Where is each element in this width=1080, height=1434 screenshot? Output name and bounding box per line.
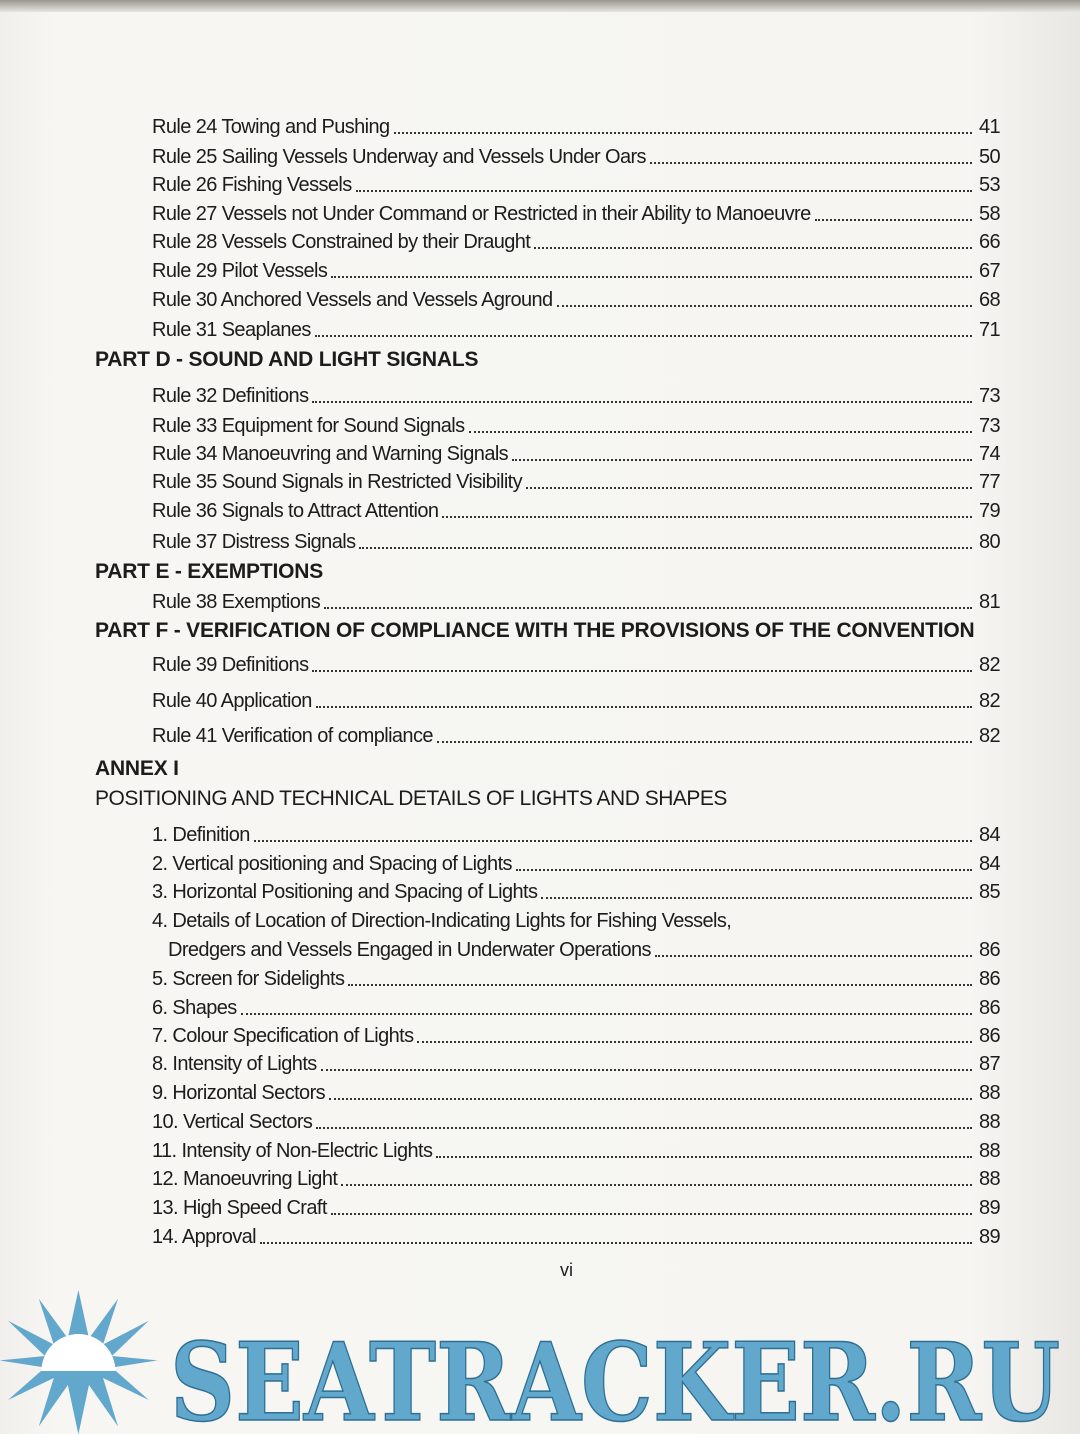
toc-entry xyxy=(152,286,1000,312)
section-heading-part-e: PART E - EXEMPTIONS xyxy=(95,560,323,583)
entry-title: 7. Colour Specification of Lights xyxy=(152,1025,414,1047)
toc-entry xyxy=(152,850,1000,876)
dot-leader xyxy=(260,1242,972,1244)
dot-leader xyxy=(356,190,972,192)
toc-entry xyxy=(152,528,1000,554)
entry-page: 79 xyxy=(978,500,1000,522)
toc-entry xyxy=(152,1137,1000,1163)
annex-subheading: POSITIONING AND TECHNICAL DETAILS OF LIGHTS AND SHAPES xyxy=(95,787,727,810)
toc-entry xyxy=(152,722,1000,748)
dot-leader xyxy=(312,670,972,672)
entry-title: 10. Vertical Sectors xyxy=(152,1111,313,1133)
entry-title: Rule 40 Application xyxy=(152,690,312,712)
dot-leader xyxy=(321,1069,972,1071)
toc-entry xyxy=(152,382,1000,408)
toc-entry xyxy=(152,316,1000,342)
dot-leader xyxy=(436,1156,972,1158)
toc-entry xyxy=(152,821,1000,847)
entry-page: 67 xyxy=(978,260,1000,282)
toc-entry xyxy=(152,200,1000,226)
entry-page: 85 xyxy=(978,881,1000,903)
entry-title: 13. High Speed Craft xyxy=(152,1197,327,1219)
entry-title: 2. Vertical positioning and Spacing of Lights xyxy=(152,853,512,875)
toc-entry xyxy=(152,1194,1000,1220)
entry-title: Rule 31 Seaplanes xyxy=(152,319,311,341)
dot-leader xyxy=(437,741,972,743)
dot-leader xyxy=(348,984,972,986)
entry-title: Rule 24 Towing and Pushing xyxy=(152,116,390,138)
entry-title: Rule 32 Definitions xyxy=(152,385,309,407)
dot-leader xyxy=(417,1041,972,1043)
dot-leader xyxy=(331,1213,972,1215)
entry-title: Dredgers and Vessels Engaged in Underwater Operations xyxy=(168,939,651,961)
entry-title: Rule 29 Pilot Vessels xyxy=(152,260,328,282)
dot-leader xyxy=(516,869,972,871)
toc-entry xyxy=(152,440,1000,466)
dot-leader xyxy=(541,897,972,899)
entry-page: 82 xyxy=(978,725,1000,747)
entry-page: 58 xyxy=(978,203,1000,225)
entry-page: 68 xyxy=(978,289,1000,311)
dot-leader xyxy=(254,840,972,842)
dot-leader xyxy=(526,487,972,489)
entry-page: 66 xyxy=(978,231,1000,253)
dot-leader xyxy=(341,1184,972,1186)
entry-page: 88 xyxy=(978,1082,1000,1104)
entry-page: 87 xyxy=(978,1053,1000,1075)
entry-title: 8. Intensity of Lights xyxy=(152,1053,317,1075)
toc-entry xyxy=(152,1079,1000,1105)
entry-title: Rule 26 Fishing Vessels xyxy=(152,174,352,196)
page-number: vi xyxy=(560,1260,573,1280)
entry-title: 12. Manoeuvring Light xyxy=(152,1168,338,1190)
entry-page: 88 xyxy=(978,1111,1000,1133)
toc-entry xyxy=(152,113,1000,139)
dot-leader xyxy=(394,132,972,134)
dot-leader xyxy=(329,1098,972,1100)
entry-title: Rule 35 Sound Signals in Restricted Visibility xyxy=(152,471,523,493)
entry-title: 4. Details of Location of Direction-Indicating Lights for Fishing Vessels, xyxy=(152,910,732,932)
toc-entry xyxy=(152,1050,1000,1076)
entry-page: 41 xyxy=(978,116,1000,138)
toc-entry xyxy=(152,878,1000,904)
toc-entry xyxy=(152,965,1000,991)
dot-leader xyxy=(512,459,972,461)
dot-leader xyxy=(312,401,972,403)
entry-title: Rule 30 Anchored Vessels and Vessels Aground xyxy=(152,289,553,311)
entry-title: 1. Definition xyxy=(152,824,250,846)
entry-title: Rule 27 Vessels not Under Command or Restricted in their Ability to Manoeuvre xyxy=(152,203,811,225)
entry-page: 73 xyxy=(978,385,1000,407)
entry-title: Rule 33 Equipment for Sound Signals xyxy=(152,415,465,437)
entry-page: 80 xyxy=(978,531,1000,553)
entry-title: 6. Shapes xyxy=(152,997,237,1019)
toc-entry xyxy=(152,994,1000,1020)
entry-page: 73 xyxy=(978,415,1000,437)
entry-title: 3. Horizontal Positioning and Spacing of Lights xyxy=(152,881,538,903)
dot-leader xyxy=(316,706,972,708)
entry-page: 86 xyxy=(978,939,1000,961)
toc-entry xyxy=(152,1223,1000,1249)
entry-title: Rule 39 Definitions xyxy=(152,654,309,676)
entry-page: 53 xyxy=(978,174,1000,196)
watermark-text: SEATRACKER.RU xyxy=(170,1320,1060,1434)
toc-entry xyxy=(152,412,1000,438)
entry-page: 50 xyxy=(978,146,1000,168)
sun-icon xyxy=(0,1290,158,1434)
entry-title: Rule 36 Signals to Attract Attention xyxy=(152,500,439,522)
dot-leader xyxy=(316,1127,972,1129)
entry-title: 9. Horizontal Sectors xyxy=(152,1082,326,1104)
dot-leader xyxy=(331,276,972,278)
dot-leader xyxy=(815,219,972,221)
entry-page: 89 xyxy=(978,1226,1000,1248)
dot-leader xyxy=(442,516,972,518)
toc-entry xyxy=(152,228,1000,254)
toc-entry xyxy=(152,1165,1000,1191)
dot-leader xyxy=(241,1013,972,1015)
entry-title: Rule 25 Sailing Vessels Underway and Vessels Under Oars xyxy=(152,146,646,168)
toc-entry xyxy=(152,497,1000,523)
dot-leader xyxy=(650,162,972,164)
toc-entry xyxy=(152,143,1000,169)
entry-page: 81 xyxy=(978,591,1000,613)
entry-title: 14. Approval xyxy=(152,1226,256,1248)
entry-page: 82 xyxy=(978,690,1000,712)
section-heading-part-d: PART D - SOUND AND LIGHT SIGNALS xyxy=(95,348,479,371)
dot-leader xyxy=(359,547,972,549)
toc-entry xyxy=(152,907,1000,933)
entry-title: Rule 41 Verification of compliance xyxy=(152,725,433,747)
entry-title: Rule 34 Manoeuvring and Warning Signals xyxy=(152,443,509,465)
entry-page: 74 xyxy=(978,443,1000,465)
entry-page: 82 xyxy=(978,654,1000,676)
dot-leader xyxy=(655,955,972,957)
toc-entry xyxy=(152,468,1000,494)
toc-entry xyxy=(152,257,1000,283)
entry-page: 86 xyxy=(978,997,1000,1019)
entry-page: 84 xyxy=(978,824,1000,846)
toc-entry xyxy=(152,171,1000,197)
toc-entry xyxy=(152,651,1000,677)
watermark-logo xyxy=(0,1290,1080,1434)
entry-title: 11. Intensity of Non-Electric Lights xyxy=(152,1140,433,1162)
entry-title: Rule 38 Exemptions xyxy=(152,591,321,613)
entry-page: 88 xyxy=(978,1140,1000,1162)
entry-page: 89 xyxy=(978,1197,1000,1219)
dot-leader xyxy=(315,335,972,337)
dot-leader xyxy=(469,431,972,433)
entry-title: Rule 28 Vessels Constrained by their Draught xyxy=(152,231,531,253)
section-heading-part-f: PART F - VERIFICATION OF COMPLIANCE WITH THE PROVISIONS OF THE CONVENTION xyxy=(95,619,975,642)
dot-leader xyxy=(534,247,972,249)
entry-page: 84 xyxy=(978,853,1000,875)
entry-page: 86 xyxy=(978,1025,1000,1047)
entry-page: 86 xyxy=(978,968,1000,990)
dot-leader xyxy=(324,607,972,609)
page-edge xyxy=(0,0,1080,12)
toc-entry xyxy=(152,588,1000,614)
entry-page: 77 xyxy=(978,471,1000,493)
entry-title: Rule 37 Distress Signals xyxy=(152,531,356,553)
entry-page: 88 xyxy=(978,1168,1000,1190)
annex-heading: ANNEX I xyxy=(95,757,179,780)
toc-entry xyxy=(152,1108,1000,1134)
dot-leader xyxy=(557,305,972,307)
toc-entry xyxy=(168,936,1000,962)
toc-entry xyxy=(152,1022,1000,1048)
toc-entry xyxy=(152,687,1000,713)
entry-page: 71 xyxy=(978,319,1000,341)
entry-title: 5. Screen for Sidelights xyxy=(152,968,345,990)
